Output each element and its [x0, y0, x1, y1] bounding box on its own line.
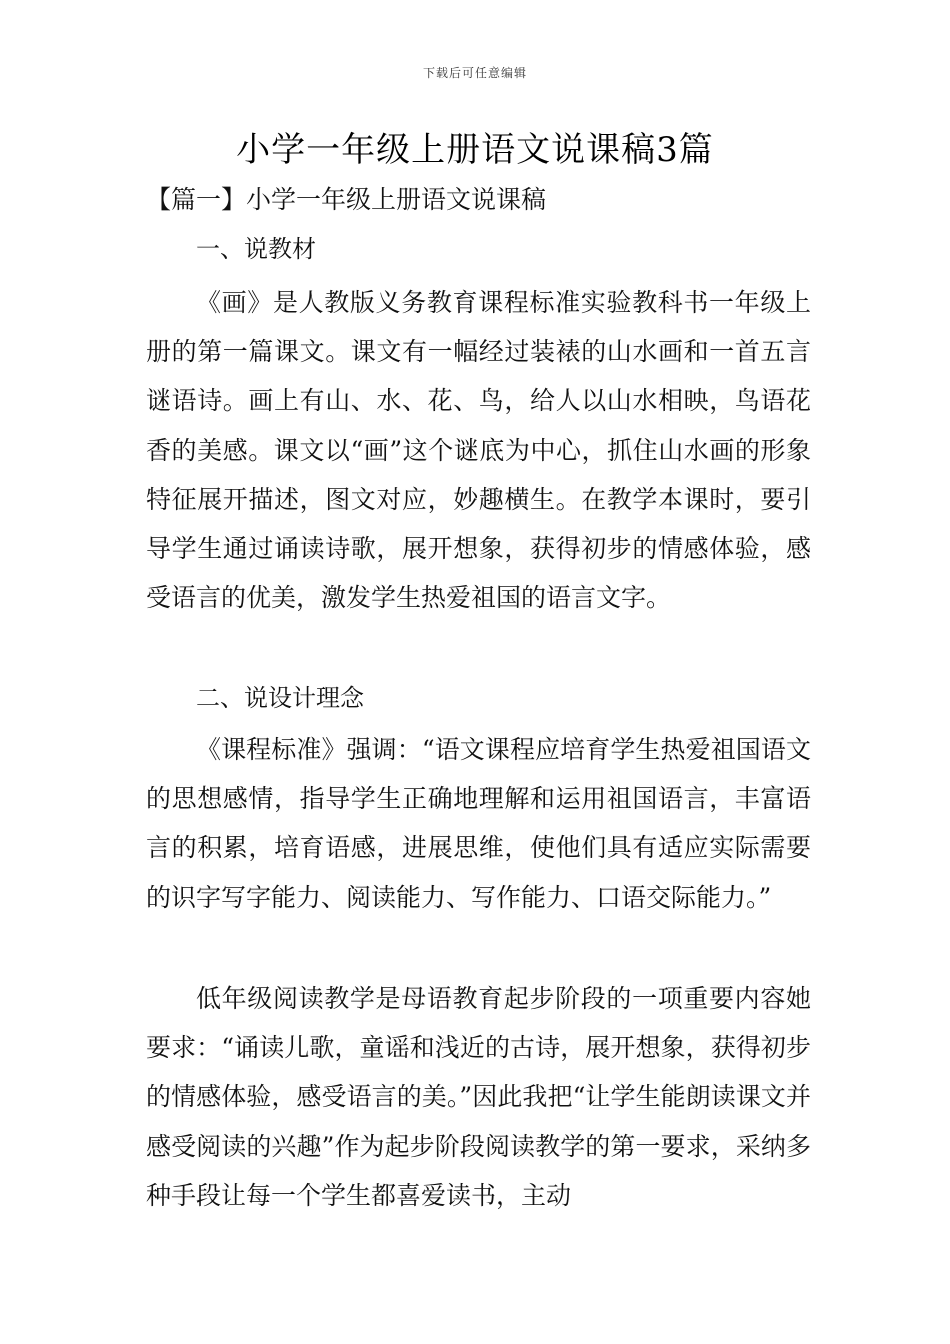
paragraph-teaching-material: 《画》是人教版义务教育课程标准实验教科书一年级上册的第一篇课文。课文有一幅经过装裱的山水画和一首五言谜语诗。画上有山、水、花、鸟，给人以山水相映，鸟语花香的美感。课文以“画”这个谜底为中心，抓住山水画的形象特征展开描述，图文对应，妙趣横生。在教学本课时，要引导学生通过诵读诗歌，展开想象，获得初步的情感体验，感受语言的优美，激发学生热爱祖国的语言文字。	[146, 288, 811, 613]
subheading-design-concept: 二、说设计理念	[196, 684, 364, 712]
paragraph-reading-teaching: 低年级阅读教学是母语教育起步阶段的一项重要内容她要求：“诵读儿歌，童谣和浅近的古诗，展开想象，获得初步的情感体验，感受语言的美。”因此我把“让学生能朗读课文并感受阅读的兴趣”作为起步阶段阅读教学的第一要求，采纳多种手段让每一个学生都喜爱读书，主动	[146, 984, 811, 1210]
subheading-teaching-material: 一、说教材	[196, 235, 316, 263]
paragraph-curriculum-standard: 《课程标准》强调：“语文课程应培育学生热爱祖国语文的思想感情，指导学生正确地理解和运用祖国语言，丰富语言的积累，培育语感，进展思维，使他们具有适应实际需要的识字写字能力、阅读能力、写作能力、口语交际能力。”	[146, 735, 811, 912]
header-note: 下载后可任意编辑	[422, 66, 527, 80]
section-heading: 【篇一】小学一年级上册语文说课稿	[146, 185, 547, 214]
document-title: 小学一年级上册语文说课稿3篇	[236, 130, 714, 170]
